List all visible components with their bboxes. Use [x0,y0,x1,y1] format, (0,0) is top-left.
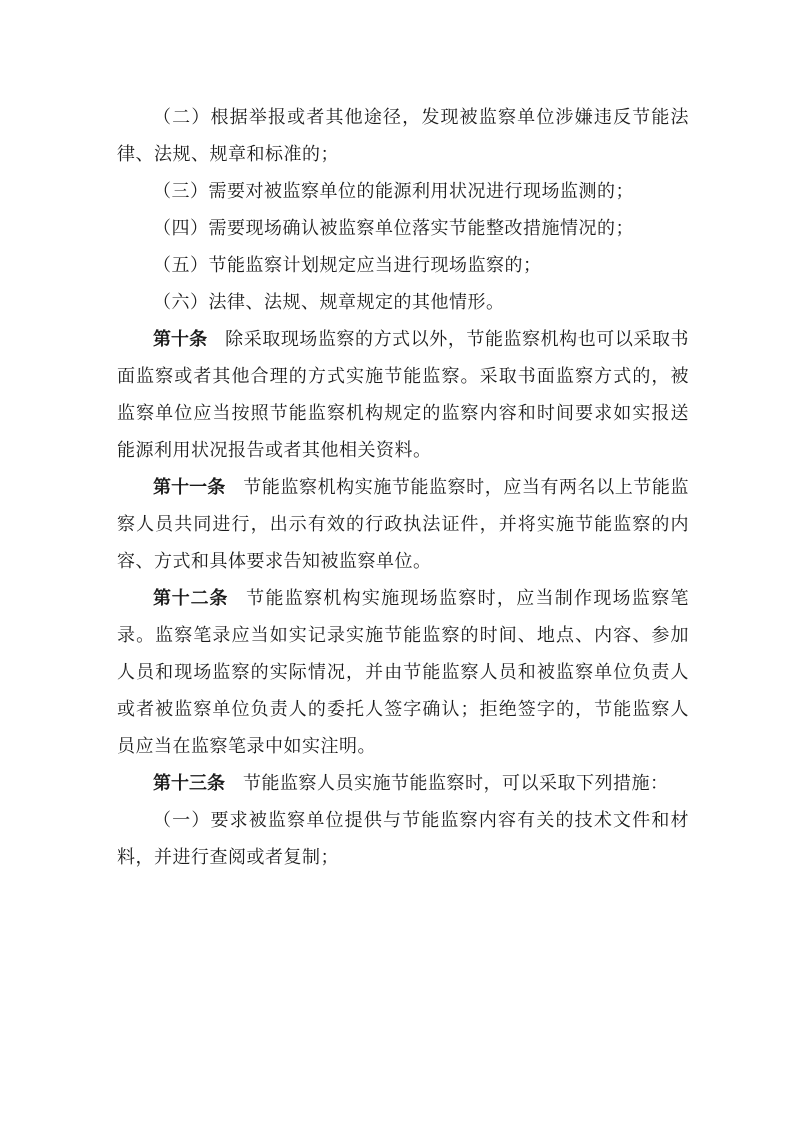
clause-item-3: （三）需要对被监察单位的能源利用状况进行现场监测的； [153,181,634,202]
clause-item-5: （五）节能监察计划规定应当进行现场监察的； [153,255,542,276]
article-12 [117,580,689,765]
article-11 [117,469,689,580]
clause-item-6: （六）法律、法规、规章规定的其他情形。 [153,292,505,313]
article-text: 节能监察机构实施节能监察时，应当有两名以上节能监察人员共同进行，出示有效的行政执法证件，并将实施节能监察的内容、方式和具体要求告知被监察单位。 [117,477,689,572]
article-13 [117,765,689,802]
article-number: 第十二条 [153,588,229,609]
article-text: 节能监察人员实施节能监察时，可以采取下列措施： [243,773,669,794]
document-body [117,99,689,876]
article-text: 节能监察机构实施现场监察时，应当制作现场监察笔录。监察笔录应当如实记录实施节能监察的时间、地点、内容、参加人员和现场监察的实际情况，并由节能监察人员和被监察单位负责人或者被监察单位负责人的委托人签字确认；拒绝签字的，节能监察人员应当在监察笔录中如实注明。 [117,588,689,757]
article-number: 第十一条 [153,477,226,498]
measure-item-1: （一）要求被监察单位提供与节能监察内容有关的技术文件和材料，并进行查阅或者复制； [117,810,689,868]
article-number: 第十三条 [153,773,225,794]
article-text: 除采取现场监察的方式以外，节能监察机构也可以采取书面监察或者其他合理的方式实施节能监察。采取书面监察方式的，被监察单位应当按照节能监察机构规定的监察内容和时间要求如实报送能源利用状况报告或者其他相关资料。 [117,329,690,461]
clause-item-4: （四）需要现场确认被监察单位落实节能整改措施情况的； [153,218,634,239]
article-10 [117,321,689,469]
article-number: 第十条 [153,329,208,350]
clause-item-2: （二）根据举报或者其他途径，发现被监察单位涉嫌违反节能法律、法规、规章和标准的； [117,107,689,165]
